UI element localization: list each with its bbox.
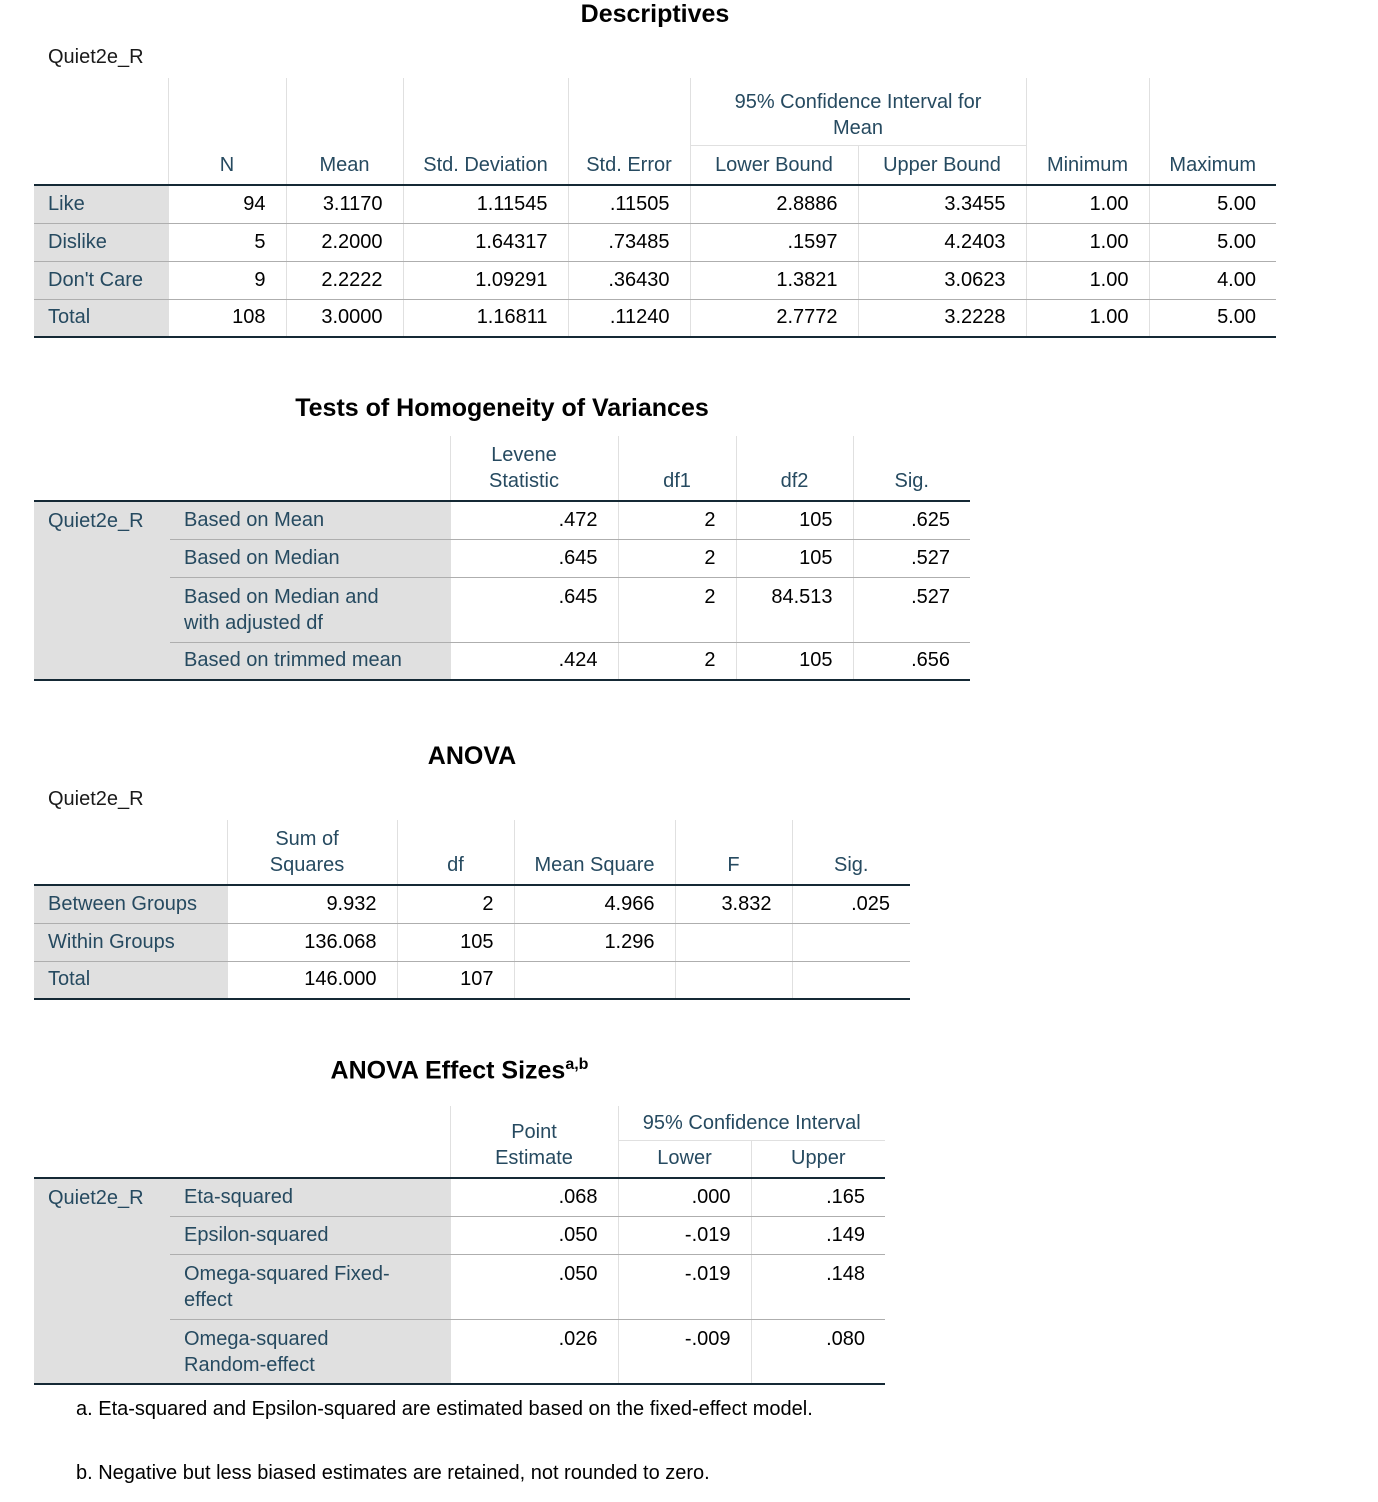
table-row: [34, 577, 970, 642]
cell: -.009: [618, 1319, 751, 1384]
ci-header: 95% Confidence Interval for Mean: [690, 78, 1026, 145]
effect-sizes-title: [34, 1056, 885, 1085]
corner-cell: [34, 78, 168, 185]
ci-header: 95% Confidence Interval: [618, 1106, 885, 1141]
row-label: Total: [34, 299, 168, 337]
cell: .11240: [568, 299, 690, 337]
cell: .000: [618, 1178, 751, 1216]
cell: .050: [450, 1254, 618, 1319]
cell: 105: [736, 642, 853, 680]
cell: .11505: [568, 185, 690, 223]
cell: 105: [736, 501, 853, 539]
cell: 4.00: [1149, 261, 1276, 299]
cell: .625: [853, 501, 970, 539]
row-group-label: Quiet2e_R: [34, 1178, 170, 1384]
cell: 3.0623: [858, 261, 1026, 299]
cell: 5.00: [1149, 185, 1276, 223]
cell: 1.3821: [690, 261, 858, 299]
row-label: Based on Mean: [170, 501, 450, 539]
descriptives-title: Descriptives: [580, 0, 730, 28]
cell: 2.8886: [690, 185, 858, 223]
col-header: Maximum: [1149, 78, 1276, 185]
cell: 5.00: [1149, 299, 1276, 337]
cell: .527: [853, 577, 970, 642]
cell: .068: [450, 1178, 618, 1216]
cell: 9.932: [227, 885, 397, 923]
row-label: Dislike: [34, 223, 168, 261]
homogeneity-title: Tests of Homogeneity of Variances: [295, 394, 709, 422]
row-label: Omega-squared Random-effect: [170, 1319, 450, 1384]
cell: 1.16811: [403, 299, 568, 337]
col-header: Mean: [286, 78, 403, 185]
cell: 94: [168, 185, 286, 223]
col-header: N: [168, 78, 286, 185]
cell: .080: [751, 1319, 885, 1384]
col-header: Sig.: [853, 436, 970, 501]
cell: .050: [450, 1216, 618, 1254]
cell: 1.00: [1026, 185, 1149, 223]
effect-sizes-title-sup: a,b: [565, 1056, 589, 1073]
cell: [792, 961, 910, 999]
cell: 105: [736, 539, 853, 577]
col-header: Upper Bound: [858, 145, 1026, 185]
cell: 2.2000: [286, 223, 403, 261]
anova-variable-label: Quiet2e_R: [48, 788, 144, 810]
corner-cell: [34, 1106, 450, 1178]
col-header: Levene Statistic: [450, 436, 618, 501]
descriptives-table: [34, 78, 1276, 338]
cell: .645: [450, 539, 618, 577]
col-header: Minimum: [1026, 78, 1149, 185]
row-label: Epsilon-squared: [170, 1216, 450, 1254]
cell: 3.0000: [286, 299, 403, 337]
table-row: [34, 223, 1276, 261]
cell: .1597: [690, 223, 858, 261]
table-row: [34, 261, 1276, 299]
col-header: Upper: [751, 1141, 885, 1179]
cell: 1.00: [1026, 261, 1149, 299]
cell: 1.00: [1026, 223, 1149, 261]
cell: 2: [618, 501, 736, 539]
table-row: [34, 539, 970, 577]
cell: .73485: [568, 223, 690, 261]
cell: .025: [792, 885, 910, 923]
cell: 2.2222: [286, 261, 403, 299]
cell: .36430: [568, 261, 690, 299]
row-group-label: Quiet2e_R: [34, 501, 170, 680]
row-label: Eta-squared: [170, 1178, 450, 1216]
cell: 2: [618, 642, 736, 680]
cell: 1.64317: [403, 223, 568, 261]
col-header: Mean Square: [514, 820, 675, 885]
col-header: Std. Deviation: [403, 78, 568, 185]
cell: 136.068: [227, 923, 397, 961]
row-label: Within Groups: [34, 923, 227, 961]
cell: .645: [450, 577, 618, 642]
table-row: [34, 885, 910, 923]
table-row: [34, 642, 970, 680]
descriptives-variable-label: Quiet2e_R: [48, 46, 144, 68]
footnote-b: b. Negative but less biased estimates are retained, not rounded to zero.: [76, 1462, 710, 1484]
row-label: Based on Median: [170, 539, 450, 577]
cell: .148: [751, 1254, 885, 1319]
cell: 108: [168, 299, 286, 337]
col-header: Point Estimate: [450, 1106, 618, 1178]
cell: 1.296: [514, 923, 675, 961]
cell: .424: [450, 642, 618, 680]
col-header: Sum of Squares: [227, 820, 397, 885]
col-header: Std. Error: [568, 78, 690, 185]
table-row: [34, 923, 910, 961]
col-header: Sig.: [792, 820, 910, 885]
cell: 2.7772: [690, 299, 858, 337]
col-header: df2: [736, 436, 853, 501]
cell: [792, 923, 910, 961]
col-header: F: [675, 820, 792, 885]
cell: .472: [450, 501, 618, 539]
corner-cell: [34, 436, 450, 501]
cell: .149: [751, 1216, 885, 1254]
row-label: Between Groups: [34, 885, 227, 923]
cell: 1.00: [1026, 299, 1149, 337]
cell: 4.966: [514, 885, 675, 923]
col-header: Lower: [618, 1141, 751, 1179]
effect-sizes-title-text: ANOVA Effect Sizes: [330, 1056, 566, 1085]
table-row: [34, 185, 1276, 223]
row-label: Total: [34, 961, 227, 999]
cell: 2: [618, 577, 736, 642]
cell: 2: [618, 539, 736, 577]
cell: 5.00: [1149, 223, 1276, 261]
cell: 3.2228: [858, 299, 1026, 337]
footnote-a: a. Eta-squared and Epsilon-squared are estimated based on the fixed-effect model.: [76, 1398, 813, 1420]
cell: 3.832: [675, 885, 792, 923]
cell: 2: [397, 885, 514, 923]
col-header: df1: [618, 436, 736, 501]
cell: 4.2403: [858, 223, 1026, 261]
cell: [675, 961, 792, 999]
cell: [514, 961, 675, 999]
cell: .527: [853, 539, 970, 577]
row-label: Based on Median and with adjusted df: [170, 577, 450, 642]
anova-title: ANOVA: [427, 742, 517, 770]
cell: -.019: [618, 1254, 751, 1319]
cell: 107: [397, 961, 514, 999]
homogeneity-table: [34, 436, 970, 681]
cell: 84.513: [736, 577, 853, 642]
table-row: [34, 961, 910, 999]
table-row: [34, 501, 970, 539]
col-header: df: [397, 820, 514, 885]
table-row: [34, 299, 1276, 337]
cell: 1.11545: [403, 185, 568, 223]
cell: .165: [751, 1178, 885, 1216]
cell: 3.3455: [858, 185, 1026, 223]
anova-table: [34, 820, 910, 1000]
cell: 105: [397, 923, 514, 961]
cell: 5: [168, 223, 286, 261]
cell: 3.1170: [286, 185, 403, 223]
effect-sizes-table: [34, 1106, 885, 1385]
row-label: Don't Care: [34, 261, 168, 299]
table-row: [34, 1178, 885, 1216]
cell: 9: [168, 261, 286, 299]
cell: -.019: [618, 1216, 751, 1254]
cell: .026: [450, 1319, 618, 1384]
row-label: Omega-squared Fixed-effect: [170, 1254, 450, 1319]
cell: 1.09291: [403, 261, 568, 299]
cell: 146.000: [227, 961, 397, 999]
corner-cell: [34, 820, 227, 885]
cell: .656: [853, 642, 970, 680]
cell: [675, 923, 792, 961]
col-header: Lower Bound: [690, 145, 858, 185]
row-label: Based on trimmed mean: [170, 642, 450, 680]
row-label: Like: [34, 185, 168, 223]
